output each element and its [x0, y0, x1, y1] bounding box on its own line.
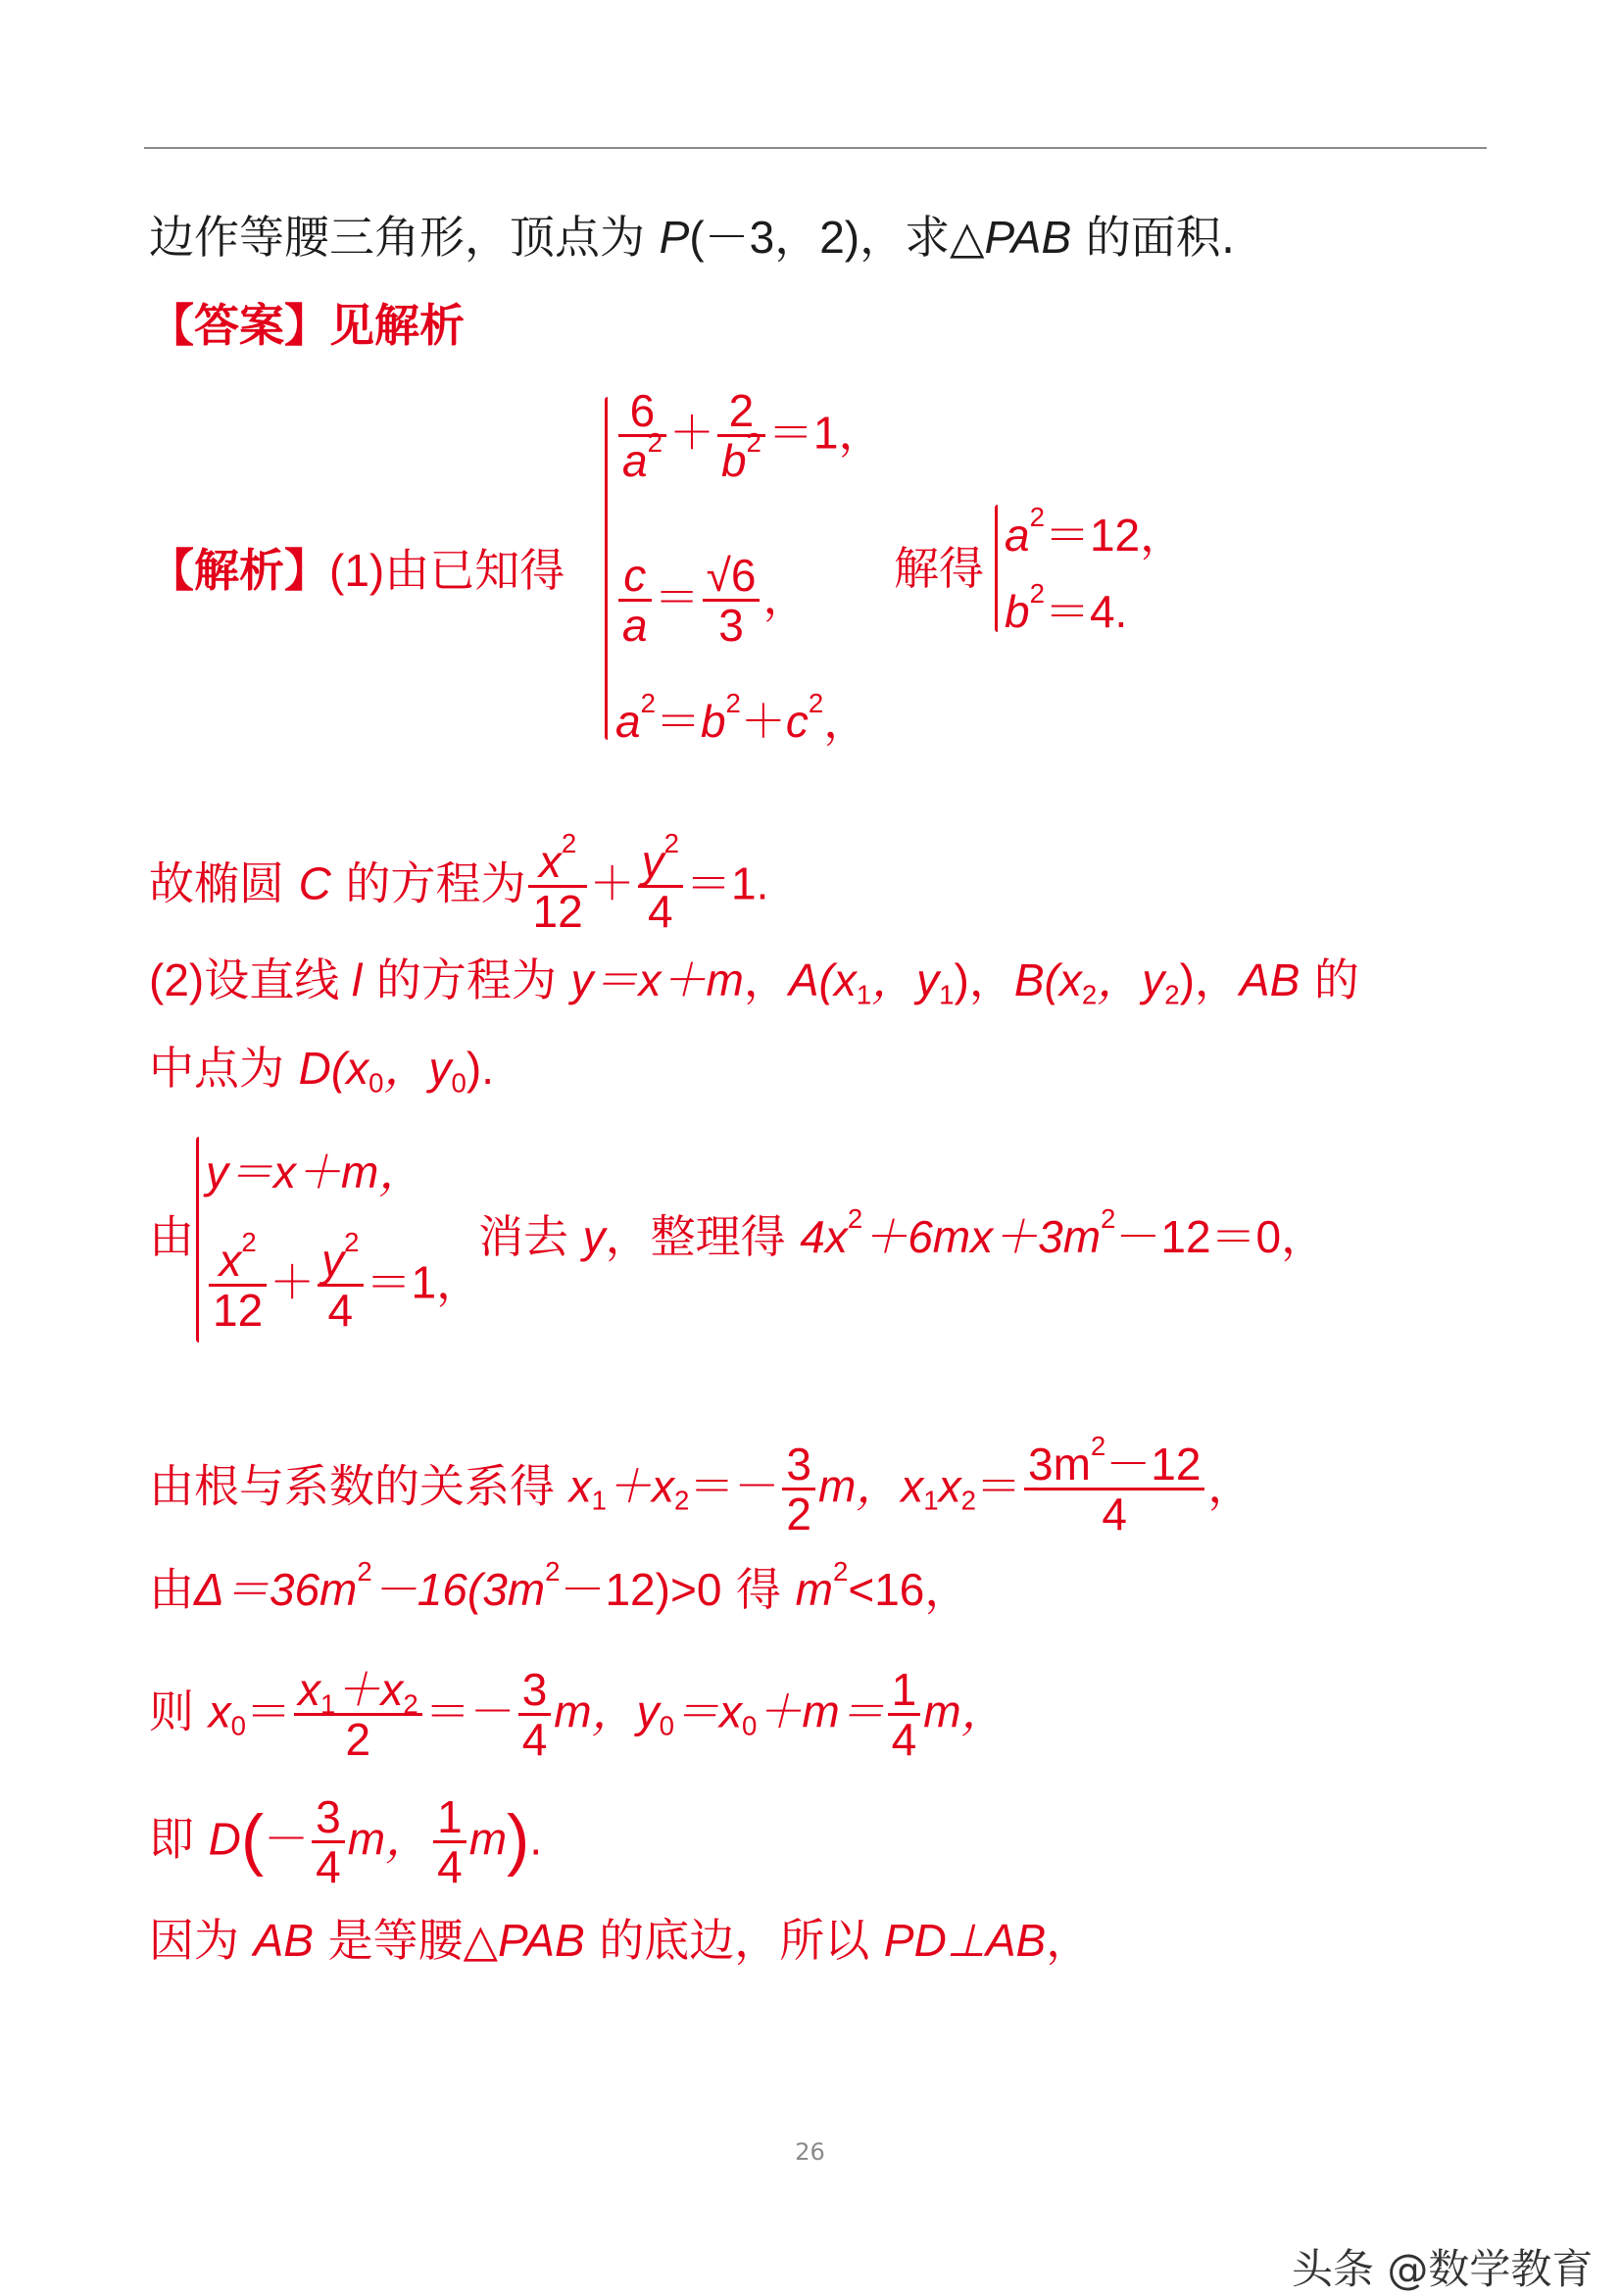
- x0-y0-line: 则 $x_0=$ $\frac{x_1+x_2}{2}$ ＝－ $\frac{3}{4}$ m，$y_0=x_0+m=$ $\frac{1}{4}$ m，: [149, 1664, 1006, 1766]
- solution-b2: $b^2=4$.: [1005, 578, 1128, 637]
- answer-label: 【答案】见解析: [149, 299, 465, 352]
- analysis-label: 【解析】: [149, 544, 329, 597]
- line-l-definition: (2)设直线 l 的方程为 y＝x＋m，$A(x_1$，$y_1$)，$B(x_2$，$y_2$)，AB 的: [149, 953, 1359, 1010]
- page-number: 26: [795, 2138, 825, 2166]
- solve-label: 解得: [894, 542, 984, 595]
- delta-line: 由$\Delta=36m^2-16(3m^2-12)>0$ 得 $m^2<16$，: [149, 1556, 970, 1616]
- top-rule: [144, 147, 1487, 149]
- vieta-line: 由根与系数的关系得 $x_1+x_2=-$ $\frac{3}{2}$ m，$x_1x_2=$ $\frac{3m^2-12}{4}$ ，: [149, 1431, 1253, 1540]
- system2-ellipse-eq: $\frac{x^2}{12}$ ＋ $\frac{y^2}{4}$ ＝1，: [206, 1237, 481, 1335]
- perpendicular-line: 因为 AB 是等腰△PAB 的底边，所以 PD⊥AB，: [149, 1914, 1092, 1967]
- midpoint-line: 中点为 $D(x_0$，$y_0$).: [149, 1042, 494, 1099]
- eq-abc-relation: $a^2=b^2+c^2$，: [615, 688, 869, 747]
- eq-eccentricity: $\frac{c}{a}$ ＝ $\frac{√6}{3}$ ，: [615, 552, 808, 650]
- point-d-line: 即 D(－ $\frac{3}{4}$ m， $\frac{1}{4}$ m).: [149, 1791, 543, 1893]
- system2-result: 消去 y，整理得 $4x^2+6mx+3m^2-12=0$，: [478, 1203, 1327, 1263]
- ellipse-equation-line: 故椭圆 C 的方程为 $\frac{x^2}{12}$ ＋ $\frac{y^2}{4}$ ＝1.: [149, 828, 769, 938]
- analysis-intro: 【解析】(1)由已知得: [149, 544, 565, 597]
- system-brace-1: [605, 397, 608, 740]
- eq-ab-sum: $\frac{6}{a^2}$ ＋ $\frac{2}{b^2}$ ＝1，: [615, 387, 884, 485]
- problem-tail-line: 边作等腰三角形，顶点为 P(－3，2)，求△PAB 的面积.: [149, 211, 1236, 264]
- system-brace-solution: [995, 505, 998, 632]
- system2-line-eq: y＝x＋m，: [206, 1147, 424, 1197]
- system2-you: 由: [149, 1210, 194, 1263]
- solution-a2: $a^2=12$，: [1005, 502, 1186, 561]
- system-brace-2: [196, 1137, 199, 1343]
- watermark: 头条 @数学教育: [1292, 2245, 1594, 2293]
